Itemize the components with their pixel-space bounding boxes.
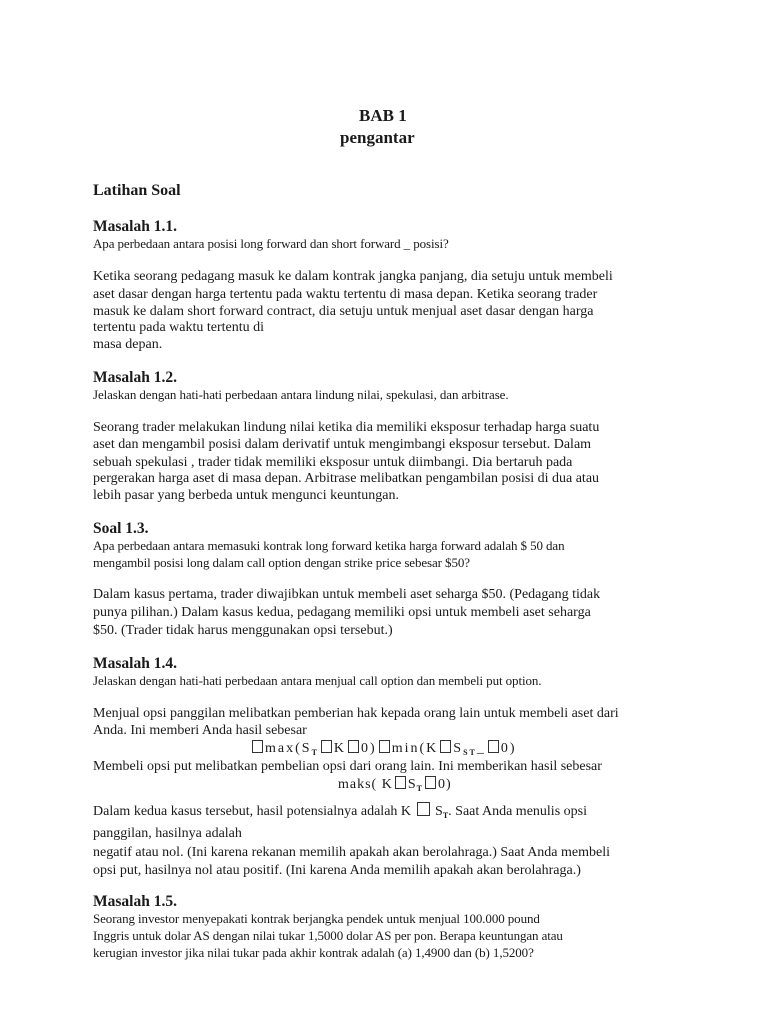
- problem-question: kerugian investor jika nilai tukar pada akhir kontrak adalah (a) 1,4900 dan (b) 1,5200?: [93, 945, 534, 960]
- answer-line: tertentu pada waktu tertentu di: [93, 320, 265, 335]
- answer-line: lebih pasar yang berbeda untuk mengunci keuntungan.: [93, 488, 399, 503]
- answer-line: panggilan, hasilnya adalah: [93, 826, 242, 841]
- answer-line: opsi put, hasilnya nol atau positif. (Ini karena Anda memilih apakah akan berolahraga.): [93, 863, 581, 878]
- answer-line: negatif atau nol. (Ini karena rekanan memilih apakah akan berolahraga.) Saat Anda membeli: [93, 845, 611, 860]
- answer-line: aset dan mengambil posisi dalam derivatif untuk mengimbangi eksposur tersebut. Dalam: [93, 437, 592, 452]
- problem-heading: Masalah 1.4.: [93, 655, 177, 672]
- answer-text: Dalam kedua kasus tersebut, hasil potensialnya adalah K: [93, 804, 412, 819]
- problem-heading: Masalah 1.1.: [93, 218, 177, 235]
- answer-line: Dalam kedua kasus tersebut, hasil potensialnya adalah K $S_T$. Saat Anda menulis opsi: [93, 804, 587, 820]
- chapter-title: BAB 1: [359, 106, 407, 125]
- problem-question: Inggris untuk dolar AS dengan nilai tukar 1,5000 dolar AS per pon. Berapa keuntungan atau: [93, 928, 563, 943]
- problem-question: Jelaskan dengan hati-hati perbedaan antara lindung nilai, spekulasi, dan arbitrase.: [93, 387, 509, 402]
- answer-line: Seorang trader melakukan lindung nilai ketika dia memiliki eksposur terhadap harga suatu: [93, 420, 600, 435]
- problem-heading: Soal 1.3.: [93, 520, 149, 537]
- payoff-formula-short-call: $\max(S_T$ K 0) min(K $S_{ST}\_$ 0): [250, 740, 517, 757]
- problem-question: Apa perbedaan antara memasuki kontrak long forward ketika harga forward adalah $ 50 dan: [93, 538, 565, 553]
- section-title: Latihan Soal: [93, 182, 181, 199]
- answer-line: Ketika seorang pedagang masuk ke dalam kontrak jangka panjang, dia setuju untuk membeli: [93, 269, 613, 284]
- answer-line: masa depan.: [93, 337, 163, 352]
- answer-line: masuk ke dalam short forward contract, dia setuju untuk menjual aset dasar dengan harga: [93, 304, 594, 319]
- answer-line: Menjual opsi panggilan melibatkan pemberian hak kepada orang lain untuk membeli aset dari: [93, 706, 619, 721]
- problem-question: mengambil posisi long dalam call option dengan strike price sebesar $50?: [93, 555, 470, 570]
- answer-line: Dalam kasus pertama, trader diwajibkan untuk membeli aset seharga $50. (Pedagang tidak: [93, 587, 601, 602]
- answer-line: Anda. Ini memberi Anda hasil sebesar: [93, 723, 307, 738]
- problem-heading: Masalah 1.5.: [93, 893, 177, 910]
- problem-question: Apa perbedaan antara posisi long forward dan short forward _ posisi?: [93, 236, 449, 251]
- answer-line: Membeli opsi put melibatkan pembelian opsi dari orang lain. Ini memberikan hasil sebesar: [93, 759, 602, 774]
- answer-line: pergerakan harga aset di masa depan. Arbitrase melibatkan pengambilan posisi di dua atau: [93, 471, 600, 486]
- answer-line: punya pilihan.) Dalam kasus kedua, pedagang memiliki opsi untuk membeli aset seharga: [93, 605, 591, 620]
- problem-question: Jelaskan dengan hati-hati perbedaan antara menjual call option dan membeli put option.: [93, 673, 542, 688]
- answer-line: sebuah spekulasi , trader tidak memiliki eksposur untuk diimbangi. Dia bertaruh pada: [93, 455, 573, 470]
- problem-heading: Masalah 1.2.: [93, 369, 177, 386]
- answer-line: $50. (Trader tidak harus menggunakan opsi tersebut.): [93, 623, 393, 638]
- chapter-subtitle: pengantar: [340, 128, 415, 147]
- problem-question: Seorang investor menyepakati kontrak berjangka pendek untuk menjual 100.000 pound: [93, 911, 540, 926]
- answer-text: . Saat Anda menulis opsi: [448, 804, 587, 819]
- answer-line: aset dasar dengan harga tertentu pada waktu tertentu di masa depan. Ketika seorang trader: [93, 287, 598, 302]
- payoff-formula-long-put: maks( K $S_T$ 0): [338, 777, 452, 793]
